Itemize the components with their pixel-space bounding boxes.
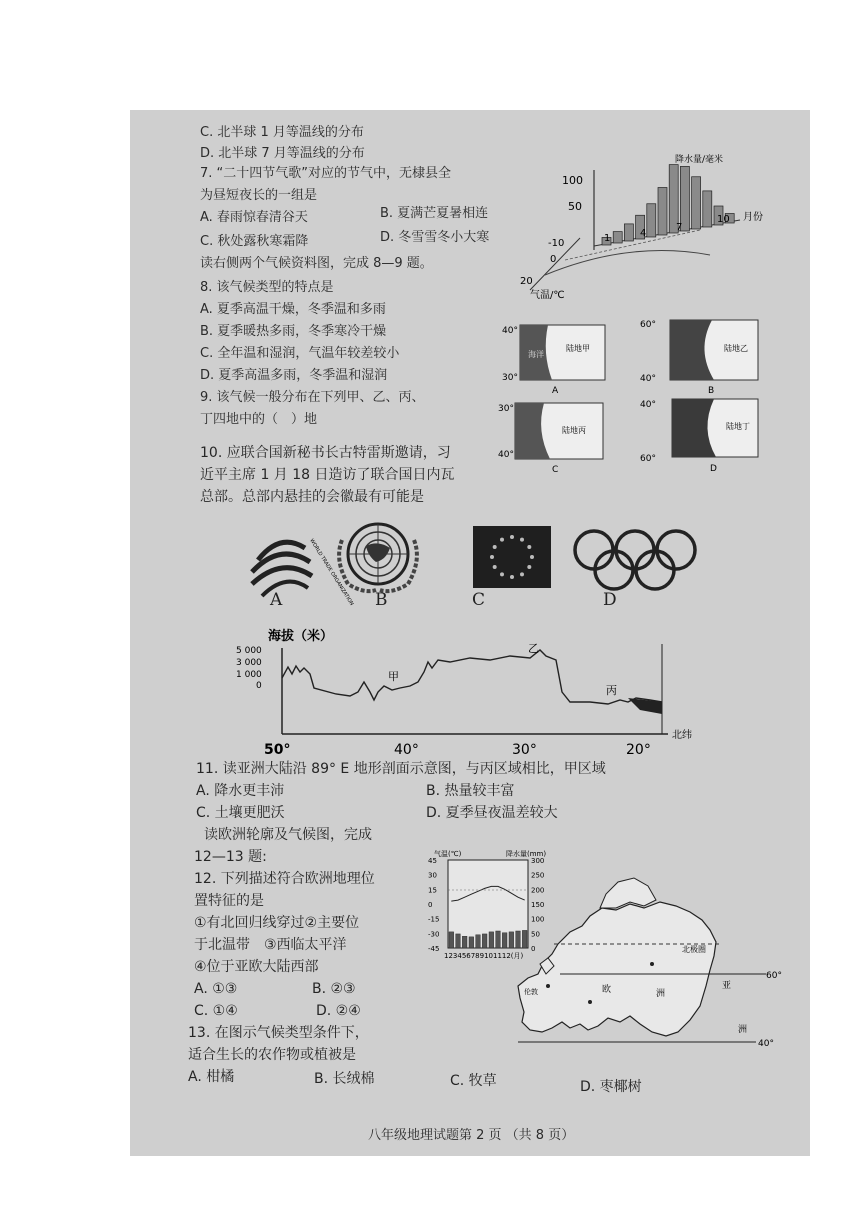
eu-star-icon [493,565,497,569]
month-tick-10: 10 [717,214,730,225]
eu-temp-tick: 15 [428,886,437,895]
logo-option-a: A [270,590,283,610]
wto-text: WORLD TRADE ORGANIZATION [308,537,355,607]
question-7-line-1: 7. “二十四节气歌”对应的节气中，无棣县全 [200,166,452,181]
terrain-profile [236,622,720,758]
month-tick-7: 7 [676,222,683,233]
map-d-label: D [710,464,717,474]
q11-option-d: D. 夏季昼夜温差较大 [426,805,558,821]
climate-chart [510,150,790,300]
map-a-sea-label: 海洋 [528,350,544,359]
profile-x-20: 20° [626,742,651,758]
map-a [502,325,605,396]
question-13-line-2: 适合生长的农作物或植被是 [188,1047,356,1063]
eu-star-icon [527,565,531,569]
eu-precip-tick: 100 [531,915,545,924]
map-c-label: C [552,465,559,475]
asia-zhou: 洲 [738,1025,748,1035]
option-d-text: D. 北半球 7 月等温线的分布 [200,146,365,161]
eu-star-icon [510,535,514,539]
eu-star-icon [527,545,531,549]
profile-y-title: 海拔（米） [268,629,334,644]
page-footer: 八年级地理试题第 2 页 （共 8 页） [368,1128,575,1143]
q12-option-d: D. ②④ [316,1003,361,1019]
eu-precip-bar [449,932,454,948]
eu-precip-bar [489,932,494,948]
exam-page [130,110,810,1156]
question-7-line-2: 为昼短夜长的一组是 [200,188,318,203]
map-d-land-label: 陆地丁 [726,422,750,431]
read-12-13-line-1: 读欧洲轮廓及气候图，完成 [204,827,372,843]
question-12-line-3: ①有北回归线穿过②主要位 [194,915,360,931]
question-9-line-2: 丁四地中的（ ）地 [200,412,318,427]
temp-tick-20: 20 [520,276,533,287]
profile-x-40: 40° [394,742,419,758]
eu-star-icon [520,538,524,542]
read-8-9-instruction: 读右侧两个气候资料图，完成 8—9 题。 [200,256,433,271]
q11-option-b: B. 热量较丰富 [426,783,515,799]
map-c-land-label: 陆地丙 [562,426,586,435]
profile-tick-3000: 3 000 [236,658,262,668]
profile-bing: 丙 [606,684,617,697]
lat-60-label: 60° [766,971,782,981]
profile-x-50: 50° [264,742,291,758]
month-tick-1: 1 [604,233,611,244]
question-10-line-2: 近平主席 1 月 18 日造访了联合国日内瓦 [200,467,455,483]
europe-ou: 欧 [602,985,612,995]
map-b [640,320,758,396]
london-label: 伦敦 [524,988,538,996]
map-c-bottom-lat: 40° [498,450,514,460]
map-c-top-lat: 30° [498,404,514,414]
precip-bar [692,177,701,229]
eu-precip-bar [456,934,461,948]
option-c-text: C. 北半球 1 月等温线的分布 [200,125,364,140]
precip-tick-50: 50 [568,200,582,213]
eu-precip-tick: 50 [531,930,540,939]
eu-precip-bar [502,933,507,948]
map-b-top-lat: 60° [640,320,656,330]
q13-option-a: A. 柑橘 [188,1069,235,1085]
eu-precip-bar [462,936,467,948]
eu-flag-icon [473,526,551,588]
eu-months: 123456789101112(月) [444,952,524,960]
question-10-line-1: 10. 应联合国新秘书长古特雷斯邀请，习 [200,445,451,461]
eu-precip-bar [476,935,481,948]
question-8: 8. 该气候类型的特点是 [200,280,334,295]
eu-star-icon [510,575,514,579]
four-maps [500,315,800,475]
q13-option-d: D. 枣椰树 [580,1079,642,1095]
q13-option-b: B. 长绒棉 [314,1071,375,1087]
eu-temp-tick: -45 [428,945,440,953]
temp-tick-0: 0 [550,254,557,265]
profile-bing-shade [628,698,662,714]
question-13-line-1: 13. 在图示气候类型条件下， [188,1025,369,1041]
eu-precip-bar [522,930,527,948]
map-d [640,399,758,474]
eu-temp-tick: -30 [428,930,440,939]
eu-temp-title: 气温(℃) [434,850,462,858]
eu-star-icon [520,572,524,576]
logo-option-b: B [375,590,388,610]
eu-precip-tick: 150 [531,901,545,909]
q7-option-a: A. 春雨惊春清谷天 [200,210,308,225]
read-12-13-line-2: 12—13 题: [194,849,267,865]
q11-option-c: C. 土壤更肥沃 [196,805,285,821]
profile-tick-1000: 1 000 [236,670,262,680]
eu-precip-bar [496,931,501,948]
europe-figure [420,846,790,1061]
eu-precip-bar [516,931,521,948]
q8-option-d: D. 夏季高温多雨，冬季温和湿润 [200,368,388,383]
europe-zhou: 洲 [656,989,666,999]
map-b-land-label: 陆地乙 [724,344,748,353]
precip-bar [658,188,667,236]
q12-option-b: B. ②③ [312,981,356,997]
eu-precip-title: 降水量(mm) [506,850,547,858]
eu-star-icon [530,555,534,559]
lat-40-label: 40° [758,1039,774,1049]
temperature-curve [545,251,710,276]
precip-bar [613,232,622,243]
temp-axis-title: 气温/℃ [530,290,565,301]
eu-temp-tick: 0 [428,901,433,909]
scandinavia-outline [600,878,656,908]
profile-tick-5000: 5 000 [236,646,262,656]
eu-star-icon [490,555,494,559]
precip-axis-title: 降水量/毫米 [675,155,724,165]
question-10-line-3: 总部。总部内悬挂的会徽最有可能是 [200,489,424,505]
question-11: 11. 读亚洲大陆沿 89° E 地形剖面示意图，与丙区域相比，甲区域 [196,761,606,777]
eu-star-icon [500,572,504,576]
arctic-circle-label: 北极圈 [682,945,706,954]
question-12-line-1: 12. 下列描述符合欧洲地理位 [194,871,375,887]
profile-jia: 甲 [388,670,399,683]
q8-option-a: A. 夏季高温干燥，冬季温和多雨 [200,302,386,317]
precip-bar [647,204,656,237]
eu-precip-bar [509,932,514,948]
q7-option-b: B. 夏满芒夏暑相连 [380,206,489,221]
eu-temp-tick: -15 [428,915,440,924]
eu-precip-tick: 250 [531,871,545,880]
map-d-top-lat: 40° [640,400,656,410]
precip-tick-100: 100 [562,174,583,187]
q11-option-a: A. 降水更丰沛 [196,783,285,799]
profile-line [282,650,662,704]
map-a-bottom-lat: 30° [502,373,518,383]
map-a-land-label: 陆地甲 [566,344,590,353]
q12-option-a: A. ①③ [194,981,238,997]
month-unit: 月份 [743,212,763,223]
logo-option-c: C [472,590,486,610]
month-tick-4: 4 [640,228,647,239]
eu-star-icon [500,538,504,542]
question-12-line-4: 于北温带 ③西临太平洋 [194,937,347,953]
asia-ya: 亚 [722,981,732,991]
map-d-bottom-lat: 60° [640,454,656,464]
profile-tick-0: 0 [256,681,262,691]
olympic-rings-icon [575,531,695,589]
eu-precip-tick: 300 [531,857,545,865]
eu-precip-bar [482,934,487,948]
q7-option-c: C. 秋处露秋寒霜降 [200,234,309,249]
question-9-line-1: 9. 该气候一般分布在下列甲、乙、丙、 [200,390,425,405]
map-b-bottom-lat: 40° [640,374,656,384]
temp-tick-minus10: -10 [548,238,565,249]
profile-yi: 乙 [528,642,539,655]
profile-x-unit: 北纬 [672,730,692,741]
eu-precip-bar [469,937,474,948]
q13-option-c: C. 牧草 [450,1073,497,1089]
map-a-top-lat: 40° [502,326,518,336]
precip-bar [703,191,712,227]
map-b-label: B [708,386,715,396]
un-logo-icon [339,524,417,591]
q7-option-d: D. 冬雪雪冬小大寒 [380,230,490,245]
q8-option-c: C. 全年温和湿润，气温年较差较小 [200,346,400,361]
eu-temp-tick: 45 [428,857,437,865]
logos-row [230,510,690,615]
map-a-label: A [552,386,559,396]
eu-star-icon [493,545,497,549]
logo-option-d: D [603,590,617,610]
map-c [498,403,603,475]
eu-precip-tick: 200 [531,886,545,895]
eu-precip-tick: 0 [531,945,536,953]
question-12-line-5: ④位于亚欧大陆西部 [194,959,319,975]
question-12-line-2: 置特征的是 [194,893,264,909]
profile-x-30: 30° [512,742,537,758]
eu-temp-tick: 30 [428,871,437,880]
precip-bar [624,224,633,241]
q12-option-c: C. ①④ [194,1003,238,1019]
q8-option-b: B. 夏季暖热多雨，冬季寒冷干燥 [200,324,387,339]
